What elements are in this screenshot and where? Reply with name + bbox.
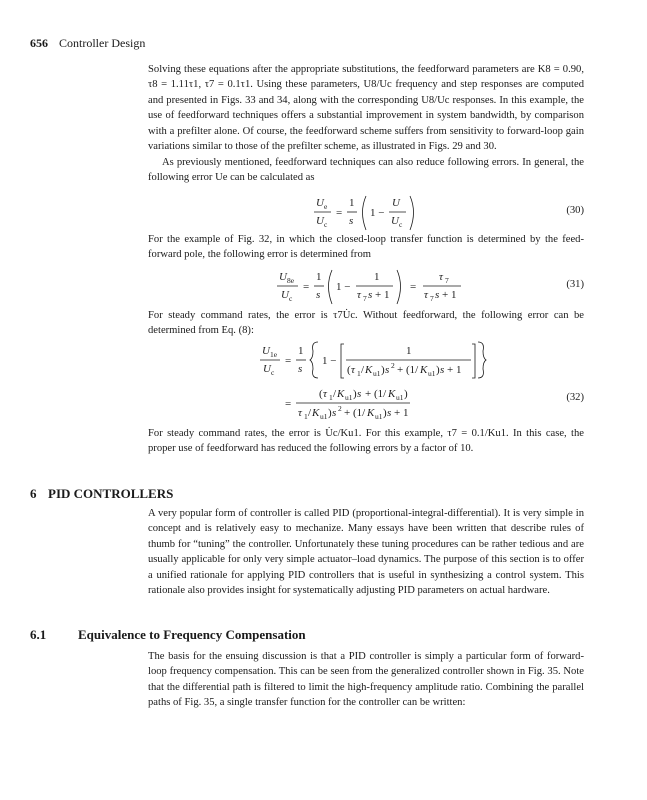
- svg-text:): ): [383, 407, 387, 419]
- svg-text:τ: τ: [351, 364, 355, 376]
- svg-text:/: /: [361, 364, 365, 376]
- running-head: [30, 36, 145, 51]
- svg-text:+ 1: + 1: [447, 364, 462, 376]
- svg-text:s: s: [357, 388, 362, 400]
- svg-text:): ): [328, 407, 332, 419]
- svg-text:1: 1: [304, 412, 308, 421]
- svg-text:K: K: [365, 364, 373, 376]
- svg-text:s: s: [316, 289, 321, 301]
- svg-text:/: /: [308, 407, 312, 419]
- svg-text:/: /: [333, 388, 337, 400]
- svg-text:u1: u1: [428, 369, 436, 378]
- svg-text:+ 1: + 1: [442, 289, 457, 301]
- svg-text:s: s: [368, 289, 373, 301]
- svg-text:8e: 8e: [287, 276, 295, 285]
- svg-text:7: 7: [430, 294, 434, 303]
- svg-text:): ): [353, 388, 357, 400]
- paragraph-fig32-example: For the example of Fig. 32, in which the closed-loop transfer function is determined by the feed-forward pole, the following error is determined from: [148, 234, 584, 261]
- paragraph-pid-frequency-compensation: The basis for the ensuing discussion is that a PID controller is simply a particular form of forward-loop frequency compensation. This can be seen from the generalized controller shown in Fig. 35. Note that the differential path is filtered to limit the high-frequency amplitude ratio. Combining the parallel paths of Fig. 35, a single transfer function for the controller can be written:: [148, 651, 584, 709]
- svg-text:+ 1: + 1: [375, 289, 390, 301]
- svg-text:c: c: [324, 220, 328, 229]
- section-heading-pid-controllers: [30, 486, 173, 502]
- svg-text:1 −: 1 −: [370, 207, 385, 219]
- svg-text:K: K: [367, 407, 375, 419]
- svg-text:K: K: [312, 407, 320, 419]
- svg-text:): ): [381, 364, 385, 376]
- equation-31-number: (31): [566, 279, 584, 290]
- svg-text:s: s: [440, 364, 445, 376]
- equation-31: [148, 266, 584, 306]
- svg-text:u1: u1: [345, 393, 353, 402]
- section-title: PID CONTROLLERS: [48, 486, 174, 501]
- svg-text:=: =: [285, 355, 292, 367]
- running-title: Controller Design: [59, 36, 146, 50]
- svg-text:K: K: [337, 388, 345, 400]
- svg-text:U: U: [391, 215, 399, 227]
- svg-text:U: U: [263, 363, 271, 375]
- svg-text:1: 1: [357, 369, 361, 378]
- svg-text:): ): [404, 388, 408, 400]
- svg-text:1e: 1e: [270, 350, 278, 359]
- svg-text:U: U: [392, 197, 400, 209]
- svg-text:s: s: [332, 407, 337, 419]
- svg-text:2: 2: [338, 404, 342, 413]
- paragraph-pid-intro: A very popular form of controller is called PID (proportional-integral-differential). It is very simple in concept and is relatively easy to mechanize. Many essays have been written that describe rules of thumb for “tuning” the controller. Unfortunately these tuning procedures can be rather tedious and are usually applicable for only very simple actuator–load dynamics. The purpose of this section is to offer a unified rationale for applying PID controllers that is useful in synthesizing a control system. This rationale also provides insight for systematically adjusting PID parameters on actual hardware.: [148, 508, 584, 597]
- svg-text:=: =: [336, 207, 343, 219]
- svg-text:s: s: [387, 407, 392, 419]
- svg-text:u1: u1: [320, 412, 328, 421]
- svg-text:1: 1: [298, 345, 304, 357]
- svg-text:τ: τ: [357, 289, 361, 301]
- paragraph-feedforward-results: Solving these equations after the appropriate substitutions, the feedforward parameters are K8 = 0.90, τ8 = 1.11τ1, τ7 = 0.1τ1. Using these parameters, U8/Uc frequency and step responses are computed and presented in Figs. 33 and 34, along with the corresponding U8/Uc responses. In this example, the use of feedforward techniques offers a substantial improvement in system bandwidth, by comparison with a prefilter alone. Of course, the feedforward scheme suffers from sensitivity to forward-loop gain variations similar to those of the prefilter scheme, as illustrated in Figs. 29 and 30.: [148, 64, 584, 153]
- svg-text:1: 1: [349, 197, 355, 209]
- equation-30: [148, 192, 584, 232]
- subsection-heading-equivalence: [30, 627, 306, 643]
- equation-30-number: (30): [566, 205, 584, 216]
- svg-text:c: c: [271, 368, 275, 377]
- svg-text:=: =: [410, 281, 417, 293]
- svg-text:1: 1: [329, 393, 333, 402]
- svg-text:1: 1: [316, 271, 322, 283]
- svg-text:=: =: [303, 281, 310, 293]
- svg-text:): ): [436, 364, 440, 376]
- svg-text:K: K: [420, 364, 428, 376]
- svg-text:U: U: [262, 345, 270, 357]
- svg-text:u1: u1: [375, 412, 383, 421]
- svg-text:+ (1/: + (1/: [397, 364, 419, 376]
- svg-text:s: s: [385, 364, 390, 376]
- svg-text:u1: u1: [396, 393, 404, 402]
- section-number: 6: [30, 486, 37, 501]
- equation-30-formula: [148, 192, 584, 232]
- equation-32-formula: [148, 340, 584, 420]
- svg-text:U: U: [279, 271, 287, 283]
- paragraph-following-error-intro: As previously mentioned, feedforward techniques can also reduce following errors. In general, the following error Ue can be calculated as: [148, 157, 584, 184]
- svg-text:U: U: [316, 215, 324, 227]
- subsection-title: Equivalence to Frequency Compensation: [78, 627, 306, 642]
- svg-text:+ 1: + 1: [394, 407, 409, 419]
- svg-text:τ: τ: [323, 388, 327, 400]
- svg-text:c: c: [399, 220, 403, 229]
- equation-31-formula: [148, 266, 584, 306]
- equation-32-number: (32): [566, 392, 584, 403]
- svg-text:2: 2: [391, 361, 395, 370]
- svg-text:u1: u1: [373, 369, 381, 378]
- svg-text:1 −: 1 −: [322, 355, 337, 367]
- svg-text:τ: τ: [424, 289, 428, 301]
- svg-text:s: s: [435, 289, 440, 301]
- paragraph-steady-rate-no-feedforward: For steady command rates, the error is U̇c/Ku1. For this example, τ7 = 0.1/Ku1. In this case, the proper use of feedforward has reduced the following errors by a factor of 10.: [148, 428, 584, 455]
- svg-text:U: U: [281, 289, 289, 301]
- page-number: 656: [30, 36, 48, 50]
- svg-text:+ (1/: + (1/: [365, 388, 387, 400]
- svg-text:1: 1: [406, 345, 412, 357]
- svg-text:τ: τ: [439, 271, 443, 283]
- svg-text:1 −: 1 −: [336, 281, 351, 293]
- svg-text:c: c: [289, 294, 293, 303]
- svg-text:+ (1/: + (1/: [344, 407, 366, 419]
- subsection-number: 6.1: [30, 627, 47, 642]
- svg-text:U: U: [316, 197, 324, 209]
- svg-text:s: s: [349, 215, 354, 227]
- svg-text:e: e: [324, 202, 328, 211]
- svg-text:K: K: [388, 388, 396, 400]
- svg-text:(: (: [347, 364, 351, 376]
- svg-text:s: s: [298, 363, 303, 375]
- svg-text:τ: τ: [298, 407, 302, 419]
- svg-text:7: 7: [445, 276, 449, 285]
- svg-text:=: =: [285, 398, 292, 410]
- svg-text:1: 1: [374, 271, 380, 283]
- svg-text:(: (: [319, 388, 323, 400]
- svg-text:7: 7: [363, 294, 367, 303]
- paragraph-steady-rate-feedforward: For steady command rates, the error is τ7U̇c. Without feedforward, the following error can be determined from Eq. (8):: [148, 310, 584, 337]
- equation-32: [148, 340, 584, 420]
